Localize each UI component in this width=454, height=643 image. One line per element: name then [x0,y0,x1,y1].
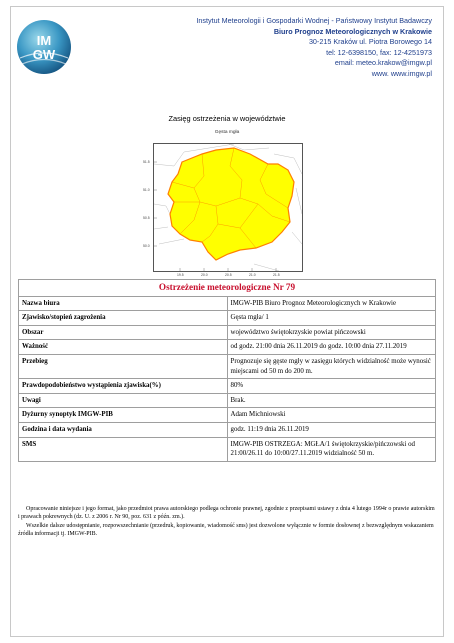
copyright-footer [18,505,436,539]
x-tick: 20.0 [201,273,208,277]
y-tick: 50.0 [143,244,150,248]
table-row [19,379,436,394]
table-row [19,422,436,437]
svg-text:GW: GW [32,47,56,62]
table-row [19,296,436,311]
row-value: Prognozuje się gęste mgły w zasięgu których widzialność może wynosić miejscami od 50 m do 200 m. [227,354,436,378]
table-row [19,408,436,423]
distribution-paragraph: Wszelkie dalsze udostępnianie, rozpowszechnianie (przedruk, kopiowanie, wiadomość sms) jest dozwolone wyłącznie w formie dosłownej z bezwzględnym wskazaniem źródła informacji tj. IMGW-PIB. [18,522,434,538]
table-row [19,354,436,378]
row-label: Uwagi [19,393,228,408]
x-tick: 20.5 [225,273,232,277]
table-row [19,340,436,355]
table-row [19,325,436,340]
row-value: od godz. 21:00 dnia 26.11.2019 do godz. 10:00 dnia 27.11.2019 [227,340,436,355]
y-tick: 50.5 [143,216,150,220]
office-name: Biuro Prognoz Meteorologicznych w Krakowie [273,26,432,36]
map-legend: Gęsta mgła [214,130,240,135]
x-tick: 21.5 [273,273,280,277]
map-title: Zasięg ostrzeżenia w województwie [168,114,286,123]
row-value: IMGW-PIB Biuro Prognoz Meteorologicznych w Krakowie [227,296,436,311]
x-tick: 21.0 [249,273,256,277]
table-row [19,311,436,326]
institute-header [92,16,432,80]
row-label: Zjawisko/stopień zagrożenia [19,311,228,326]
row-label: Przebieg [19,354,228,378]
phone-fax: tel: 12-6398150, fax: 12-4251973 [326,47,432,57]
row-label: SMS [19,437,228,461]
table-row [19,437,436,461]
row-value: Gęsta mgła/ 1 [227,311,436,326]
row-value: województwo świętokrzyskie powiat pińczowski [227,325,436,340]
row-label: Obszar [19,325,228,340]
institute-name: Instytut Meteorologii i Gospodarki Wodnej - Państwowy Instytut Badawczy [196,16,432,25]
row-label: Prawdopodobieństwo wystąpienia zjawiska(%) [19,379,228,394]
row-label: Godzina i data wydania [19,422,228,437]
map-svg [154,144,302,271]
row-value: 80% [227,379,436,394]
row-label: Nazwa biura [19,296,228,311]
table-row [19,393,436,408]
address: 30-215 Kraków ul. Piotra Borowego 14 [308,37,432,47]
imgw-logo [15,18,73,76]
row-value: Adam Michniowski [227,408,436,423]
voivodeship-area [168,148,294,260]
copyright-paragraph: Opracowanie niniejsze i jego format, jako przedmiot prawa autorskiego podlega ochronie prawnej, zgodnie z przepisami ustawy z dnia 4 lutego 1994r o prawie autorskim i prawach pokrewnych (dz. U. z 2006 r. Nr 90, poz. 631 z późn. zm.). [18,506,435,521]
y-tick: 51.0 [143,188,150,192]
row-label: Dyżurny synoptyk IMGW-PIB [19,408,228,423]
y-tick: 51.5 [143,160,150,164]
warning-table [18,279,436,462]
email: email: meteo.krakow@imgw.pl [334,58,432,68]
website: www. www.imgw.pl [371,68,432,78]
row-value: IMGW-PIB OSTRZEGA: MGŁA/1 świętokrzyskie/pińczowski od 21:00/26.11 do 10:00/27.11.2019 widzialność 50 m. [227,437,436,461]
warning-title: Ostrzeżenie meteorologiczne Nr 79 [19,280,436,297]
row-value: godz. 11:19 dnia 26.11.2019 [227,422,436,437]
row-value: Brak. [227,393,436,408]
svg-text:IM: IM [36,33,52,48]
row-label: Ważność [19,340,228,355]
x-tick: 19.5 [177,273,184,277]
warning-map [143,143,303,277]
